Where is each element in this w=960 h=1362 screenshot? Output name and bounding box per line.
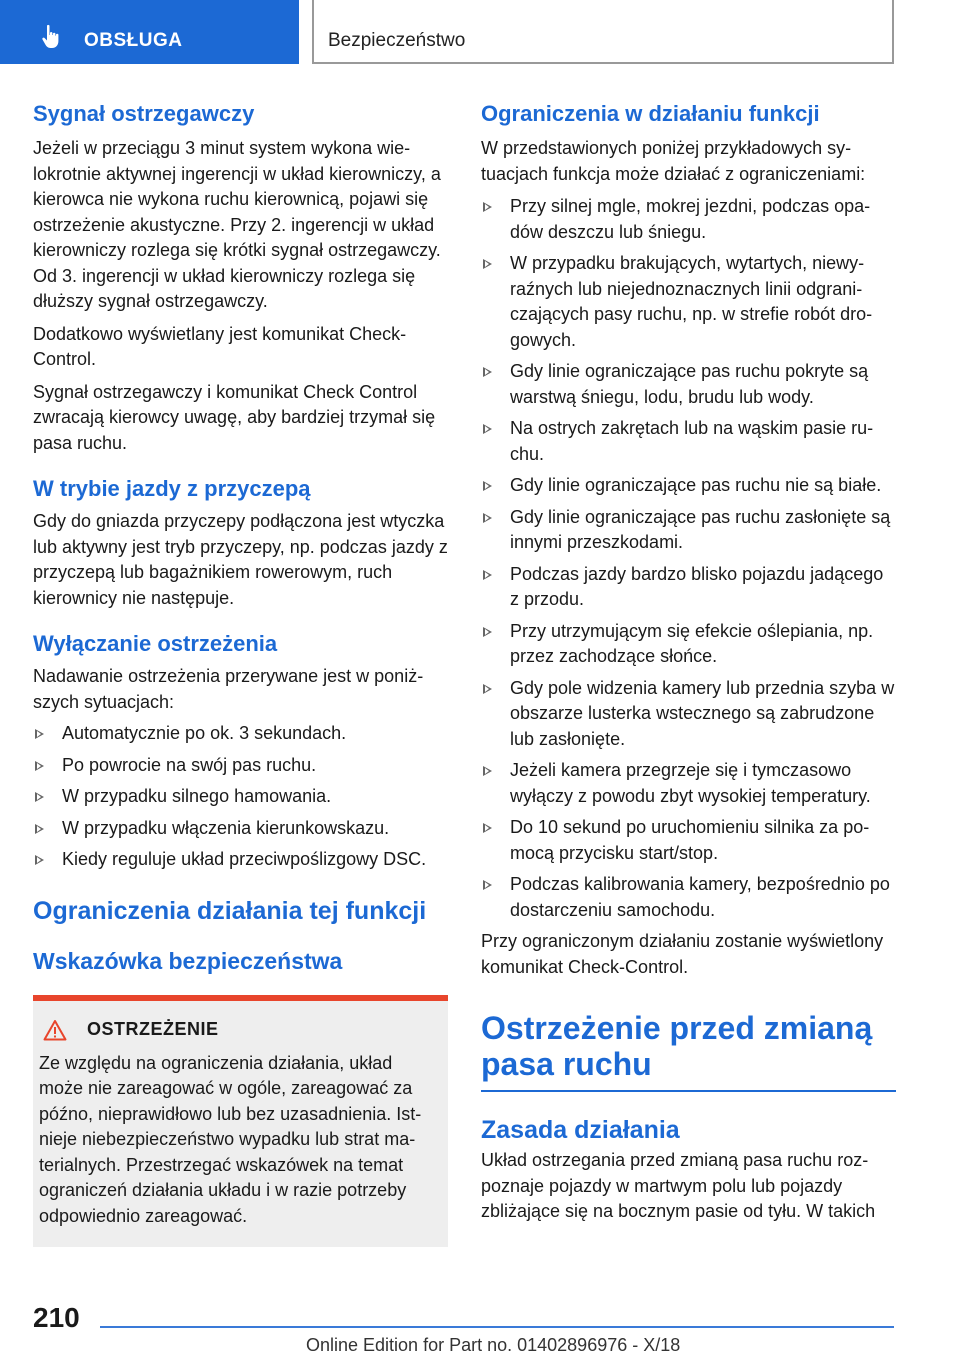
triangle-bullet-icon bbox=[483, 424, 492, 434]
principle-paragraph: Układ ostrzegania przed zmianą pasa ruchu rozpoznaje pojazdy w martwym polu lub pojazdy zbliżające się na bocznym pasie od tyłu. W takich bbox=[481, 1150, 876, 1221]
triangle-bullet-icon bbox=[483, 823, 492, 833]
heading-rule bbox=[481, 1090, 896, 1092]
footer-rule bbox=[100, 1326, 894, 1328]
triangle-bullet-icon bbox=[483, 202, 492, 212]
chapter-title: Bezpieczeństwo bbox=[328, 30, 466, 51]
triangle-bullet-icon bbox=[483, 259, 492, 269]
triangle-bullet-icon bbox=[35, 729, 44, 739]
limits-list bbox=[481, 194, 896, 923]
signal-paragraph-3: Sygnał ostrzegawczy i komunikat Check Control zwracają kierowcy uwagę, aby bardziej trzymał się pasa ruchu. bbox=[33, 381, 436, 453]
list-item: Podczas jazdy bardzo blisko pojazdu jadącego z przodu. bbox=[481, 562, 896, 613]
list-item: Po powrocie na swój pas ruchu. bbox=[33, 753, 448, 779]
triangle-bullet-icon bbox=[483, 570, 492, 580]
limits-intro: W przedstawionych poniżej przykładowych sytuacjach funkcja może działać z ograniczeniami: bbox=[481, 138, 866, 184]
triangle-bullet-icon bbox=[483, 513, 492, 523]
triangle-bullet-icon bbox=[35, 824, 44, 834]
warning-header bbox=[39, 1019, 440, 1041]
list-item: W przypadku silnego hamowania. bbox=[33, 784, 448, 810]
triangle-bullet-icon bbox=[483, 684, 492, 694]
section-tab-label: OBSŁUGA bbox=[84, 30, 183, 51]
right-column bbox=[481, 100, 896, 1225]
list-item: Na ostrych zakrętach lub na wąskim pasie ruchu. bbox=[481, 416, 896, 467]
triangle-bullet-icon bbox=[35, 855, 44, 865]
limits-outro: Przy ograniczonym działaniu zostanie wyświetlony komunikat Check-Control. bbox=[481, 931, 884, 977]
limits-heading: Ograniczenia działania tej funkcji bbox=[33, 896, 427, 925]
warning-text: Ze względu na ograniczenia działania, układ może nie zareagować w ogóle, zareagować za późno, nieprawidłowo lub bez uzasadnienia. Istnieje niebezpieczeństwo wypadku lub strat materialnych. Przestrzegać wskazówek na temat ograniczeń działania układu i w razie potrzeby odpowiednio zareagować. bbox=[39, 1052, 422, 1226]
trailer-heading: W trybie jazdy z przyczepą bbox=[33, 476, 311, 501]
limits-function-heading: Ograniczenia w działaniu funkcji bbox=[481, 101, 820, 126]
list-item: Automatycznie po ok. 3 sekundach. bbox=[33, 721, 448, 747]
trailer-paragraph: Gdy do gniazda przyczepy podłączona jest wtyczka lub aktywny jest tryb przyczepy, np. podczas jazdy z przyczepą lub bagażnikiem rowerowym, ruch kierownicy nie następuje. bbox=[33, 511, 448, 608]
list-item: Gdy linie ograniczające pas ruchu zasłonięte są innymi przeszkodami. bbox=[481, 505, 896, 556]
warning-box bbox=[33, 995, 448, 1248]
list-item: Jeżeli kamera przegrzeje się i tymczasowo wyłączy z powodu zbyt wysokiej temperatury. bbox=[481, 758, 896, 809]
list-item: W przypadku włączenia kierunkowskazu. bbox=[33, 816, 448, 842]
safety-heading: Wskazówka bezpieczeństwa bbox=[33, 947, 343, 974]
list-item: Gdy linie ograniczające pas ruchu pokryte są warstwą śniegu, lodu, brudu lub wody. bbox=[481, 359, 896, 410]
edition-footer: Online Edition for Part no. 01402896976 - X/18 bbox=[306, 1335, 681, 1355]
warning-off-heading: Wyłączanie ostrzeżenia bbox=[33, 631, 278, 656]
principle-heading: Zasada działania bbox=[481, 1116, 680, 1144]
list-item: Przy utrzymującym się efekcie oślepiania, np. przez zachodzące słońce. bbox=[481, 619, 896, 670]
warning-triangle-icon bbox=[43, 1019, 67, 1041]
left-column bbox=[33, 100, 448, 1247]
list-item: Kiedy reguluje układ przeciwpoślizgowy DSC. bbox=[33, 847, 448, 873]
list-item: Gdy pole widzenia kamery lub przednia szyba w obszarze lusterka wstecznego są zabrudzone lub zasłonięte. bbox=[481, 676, 896, 753]
signal-paragraph-2: Dodatkowo wyświetlany jest komunikat Check-Control. bbox=[33, 323, 407, 369]
list-item: Przy silnej mgle, mokrej jezdni, podczas opadów deszczu lub śniegu. bbox=[481, 194, 896, 245]
triangle-bullet-icon bbox=[483, 481, 492, 491]
signal-heading: Sygnał ostrzegawczy bbox=[33, 101, 255, 126]
triangle-bullet-icon bbox=[483, 880, 492, 890]
warning-off-intro: Nadawanie ostrzeżenia przerywane jest w poniższych sytuacjach: bbox=[33, 666, 424, 712]
lane-change-heading: Ostrzeżenie przed zmianą pasa ruchu bbox=[481, 1010, 873, 1082]
triangle-bullet-icon bbox=[35, 761, 44, 771]
triangle-bullet-icon bbox=[483, 367, 492, 377]
chapter-header bbox=[312, 0, 894, 64]
warning-title: OSTRZEŻENIE bbox=[87, 1019, 219, 1039]
triangle-bullet-icon bbox=[35, 792, 44, 802]
list-item: Gdy linie ograniczające pas ruchu nie są białe. bbox=[481, 473, 896, 499]
triangle-bullet-icon bbox=[483, 627, 492, 637]
list-item: W przypadku brakujących, wytartych, niewyraźnych lub niejednoznacznych linii odgraniczających pasy ruchu, np. w strefie robót drogowych. bbox=[481, 251, 896, 353]
list-item: Podczas kalibrowania kamery, bezpośrednio po dostarczeniu samochodu. bbox=[481, 872, 896, 923]
triangle-bullet-icon bbox=[483, 766, 492, 776]
page-number: 210 bbox=[33, 1302, 80, 1333]
section-tab[interactable] bbox=[0, 0, 299, 64]
warning-off-list bbox=[33, 721, 448, 873]
list-item: Do 10 sekund po uruchomieniu silnika za pomocą przycisku start/stop. bbox=[481, 815, 896, 866]
signal-paragraph-1: Jeżeli w przeciągu 3 minut system wykona wielokrotnie aktywnej ingerencji w układ kierowniczy, a kierowca nie wykona ruchu kierownicą, pojawi się ostrzeżenie akustyczne. Przy 2. ingerencji w układ kierowniczy rozlega się krótki sygnał ostrzegawczy. Od 3. ingerencji w układ kierowniczy rozlega się dłuższy sygnał ostrzegawczy. bbox=[33, 138, 441, 311]
hand-pointer-icon bbox=[38, 22, 66, 50]
